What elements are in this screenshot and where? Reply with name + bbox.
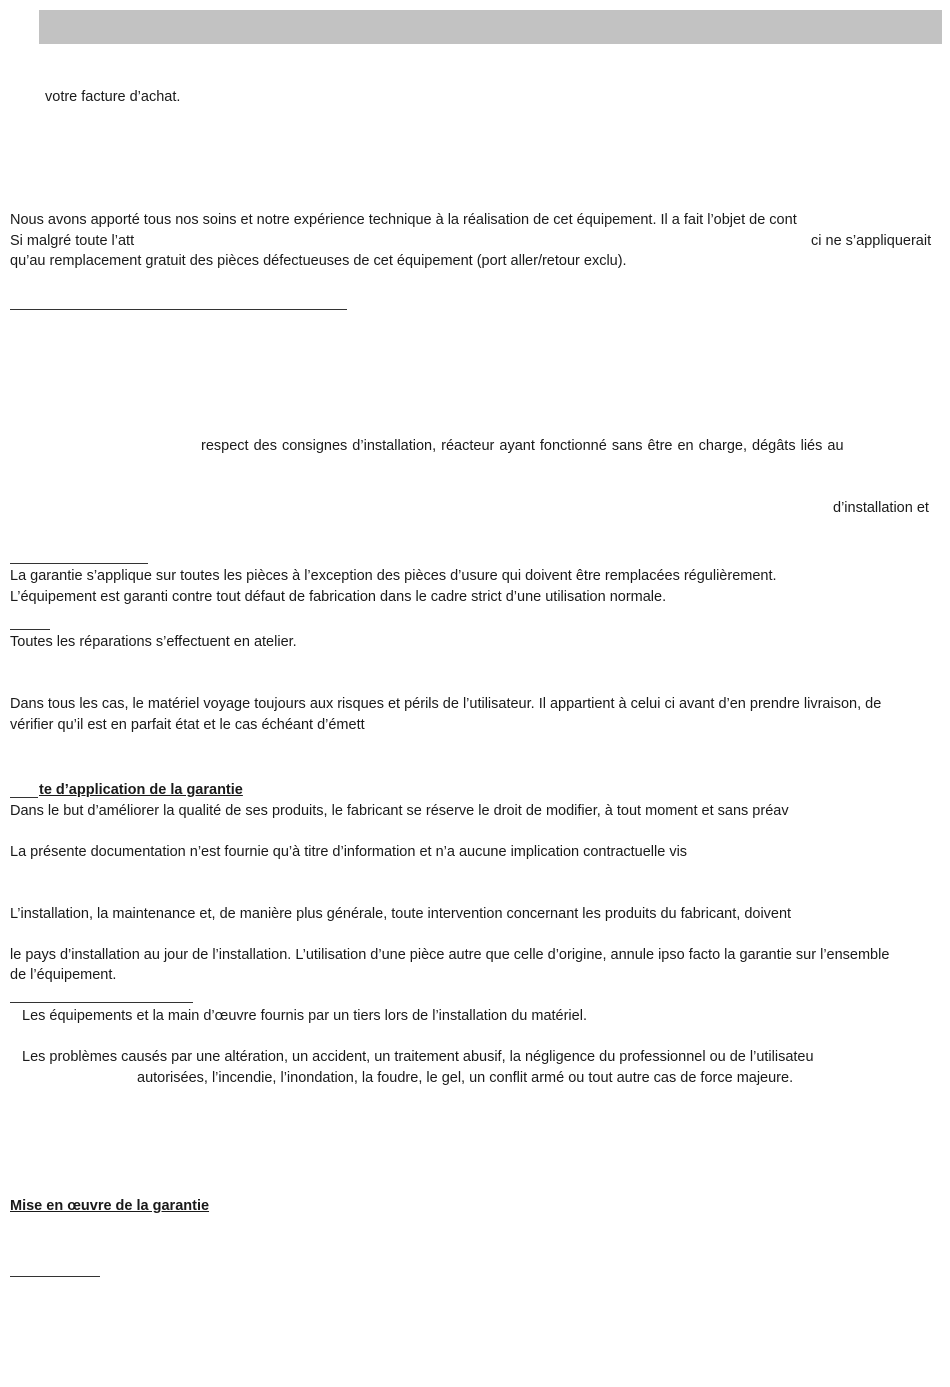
section-rule xyxy=(10,629,50,630)
text-line: Dans le but d’améliorer la qualité de ses produits, le fabricant se réserve le droit de modifier, à tout moment et sans préav xyxy=(10,803,789,819)
text-line: vérifier qu’il est en parfait état et le cas échéant d’émett xyxy=(10,717,365,733)
text-line: de l’équipement. xyxy=(10,967,117,983)
section-rule xyxy=(10,1276,100,1277)
section-rule xyxy=(10,309,347,310)
text-line: qu’au remplacement gratuit des pièces défectueuses de cet équipement (port aller/retour exclu). xyxy=(10,253,627,269)
text-line: Dans tous les cas, le matériel voyage toujours aux risques et périls de l’utilisateur. Il appartient à celui ci avant d’en prendre livraison, de xyxy=(10,696,882,712)
text-line: d’installation et xyxy=(833,500,929,516)
text-line: autorisées, l’incendie, l’inondation, la foudre, le gel, un conflit armé ou tout autre cas de force majeure. xyxy=(137,1070,794,1086)
text-line: Les problèmes causés par une altération, un accident, un traitement abusif, la négligence du professionnel ou de l’utilisateu xyxy=(22,1049,814,1065)
text-line: respect des consignes d’installation, réacteur ayant fonctionné sans être en charge, dégâts liés au xyxy=(201,438,844,454)
text-line: ci ne s’appliquerait xyxy=(811,233,932,249)
section-rule xyxy=(10,797,38,798)
text-line: votre facture d’achat. xyxy=(45,89,181,105)
text-line: Si malgré toute l’att xyxy=(10,233,135,249)
text-line: La présente documentation n’est fournie qu’à titre d’information et n’a aucune implication contractuelle vis xyxy=(10,844,688,860)
text-line: La garantie s’applique sur toutes les pièces à l’exception des pièces d’usure qui doivent être remplacées régulièrement. xyxy=(10,568,777,584)
text-line: Les équipements et la main d’œuvre fournis par un tiers lors de l’installation du matériel. xyxy=(22,1008,587,1024)
text-line: Toutes les réparations s’effectuent en atelier. xyxy=(10,634,297,650)
text-line: Nous avons apporté tous nos soins et notre expérience technique à la réalisation de cet équipement. Il a fait l’objet de cont xyxy=(10,212,797,228)
section-rule xyxy=(10,1002,193,1003)
text-line: L’installation, la maintenance et, de manière plus générale, toute intervention concernant les produits du fabricant, doivent xyxy=(10,906,792,922)
text-line: le pays d’installation au jour de l’installation. L’utilisation d’une pièce autre que celle d’origine, annule ipso facto la garantie sur l’ensemble xyxy=(10,947,890,963)
text-line: L’équipement est garanti contre tout défaut de fabrication dans le cadre strict d’une utilisation normale. xyxy=(10,589,667,605)
section-heading: Mise en œuvre de la garantie xyxy=(10,1198,210,1214)
section-heading: te d’application de la garantie xyxy=(39,782,243,798)
header-bar xyxy=(39,10,942,44)
section-rule xyxy=(10,563,148,564)
